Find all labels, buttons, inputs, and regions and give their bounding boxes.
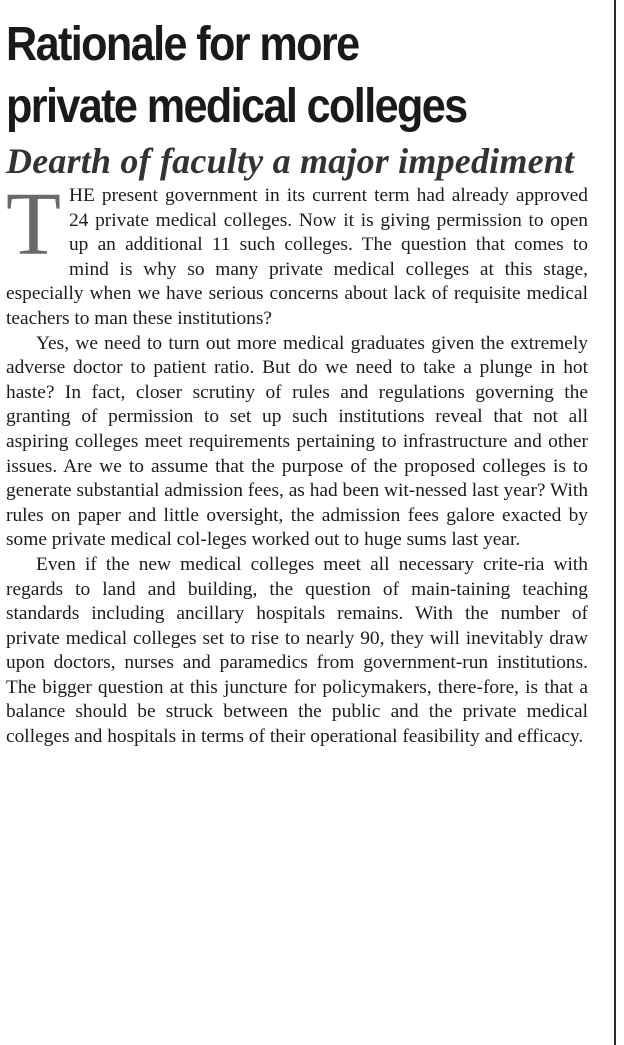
paragraph-2: Yes, we need to turn out more medical graduates given the extremely adverse doctor to patient ratio. But do we need to take a plunge in hot haste? In fact, closer scrutiny of rules and regulations governing the granting of permission to set up such institutions reveal that not all aspiring colleges meet requirements pertaining to infrastructure and other issues. Are we to assume that the purpose of the proposed colleges is to generate substantial admission fees, as had been wit-nessed last year? With rules on paper and little oversight, the admission fees galore exacted by some private medical col-leges worked out to huge sums last year.	[6, 332, 589, 551]
paragraph-3: Even if the new medical colleges meet all necessary crite-ria with regards to land and building, the question of main-taining teaching standards including ancillary hospitals remains. With the number of private medical colleges set to rise to nearly 90, they will inevitably draw upon doctors, nurses and paramedics from government-run institutions. The bigger question at this juncture for policymakers, there-fore, is that a balance should be struck between the public and the private medical colleges and hospitals in terms of their operational feasibility and efficacy.	[6, 553, 588, 748]
drop-cap: T	[6, 175, 61, 274]
headline-line-2: private medical colleges	[6, 80, 467, 133]
article-body	[6, 175, 589, 750]
subheadline: Dearth of faculty a major impediment	[6, 141, 575, 181]
headline	[6, 14, 582, 138]
paragraph-1	[6, 175, 588, 332]
column-rule	[614, 0, 616, 1045]
headline-line-1: Rationale for more	[6, 18, 359, 71]
editorial-article	[6, 14, 588, 750]
paragraph-1-text: HE present government in its current term had already approved 24 private medical colleges. Now it is giving permission to open up an additional 11 such colleges. The question that comes to mind is why so many private medical colleges at this stage, especially when we have serious concerns about lack of requisite medical teachers to man these institutions?	[6, 185, 588, 329]
